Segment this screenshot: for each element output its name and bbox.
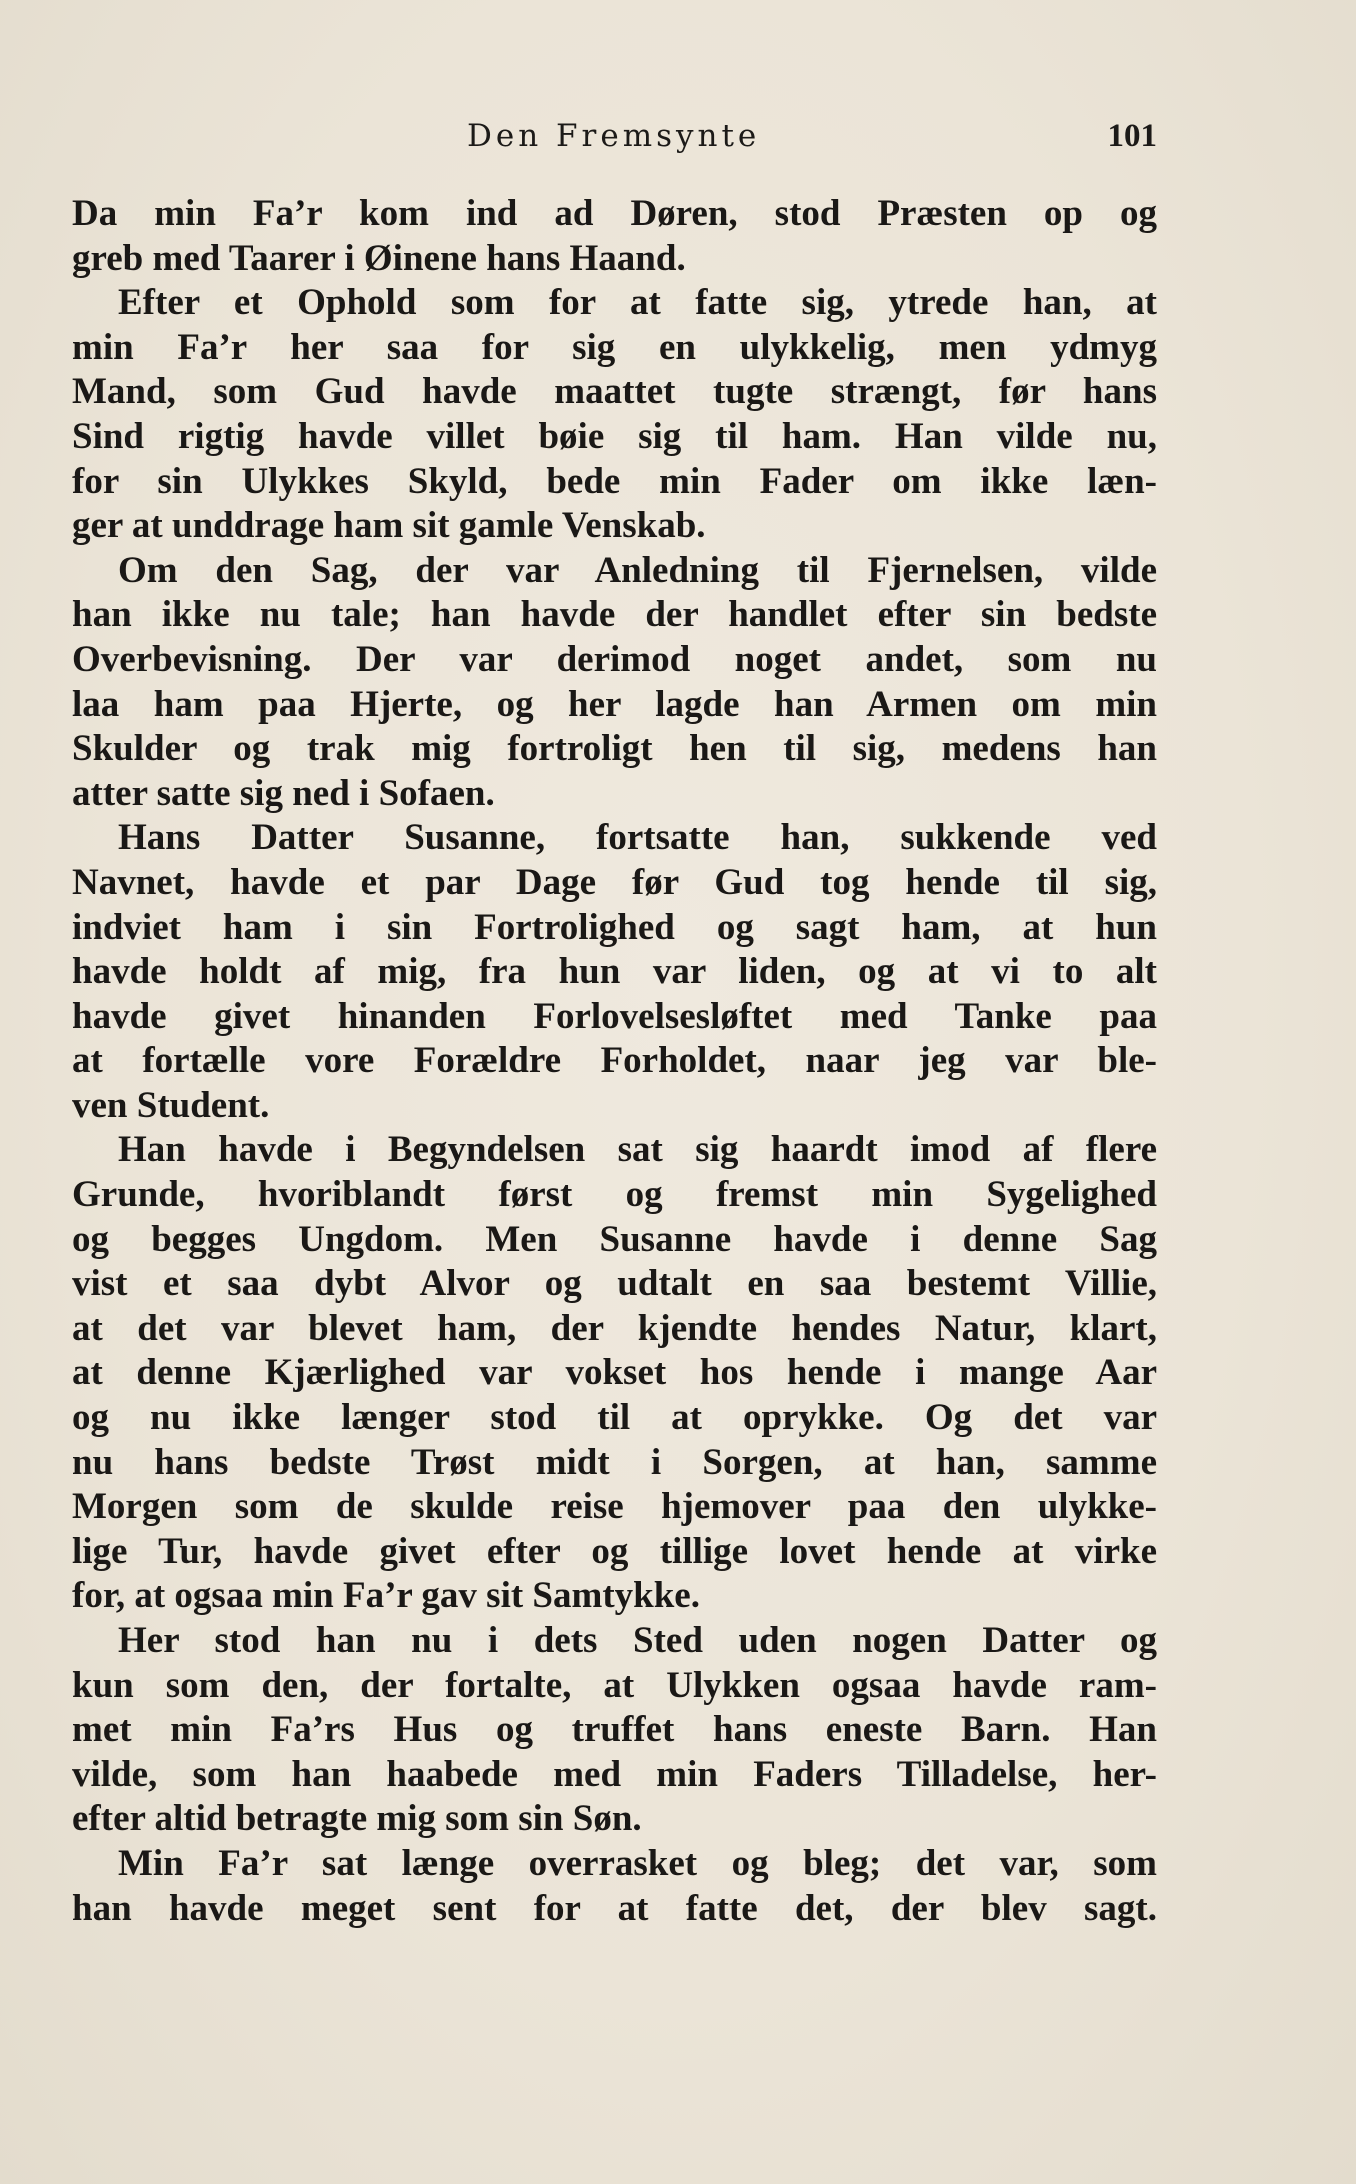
text-line: vilde, som han haabede med min Faders Tilladelse, her- [72,1753,1157,1795]
text-line: Hans Datter Susanne, fortsatte han, sukkende ved [118,817,1157,859]
text-line: Da min Fa’r kom ind ad Døren, stod Præsten op og [72,193,1157,234]
text-line: ven Student. [72,1084,270,1126]
text-line: indviet ham i sin Fortrolighed og sagt ham, at hun [72,906,1157,948]
text-line: kun som den, der fortalte, at Ulykken ogsaa havde ram- [72,1664,1157,1706]
text-line: ger at unddrage ham sit gamle Venskab. [72,505,706,547]
text-line: og nu ikke længer stod til at oprykke. Og det var [72,1397,1157,1439]
text-line: Skulder og trak mig fortroligt hen til sig, medens han [72,728,1157,770]
text-line: min Fa’r her saa for sig en ulykkelig, men ydmyg [72,326,1157,368]
text-line: atter satte sig ned i Sofaen. [72,772,495,814]
text-line: at denne Kjærlighed var vokset hos hende i mange Aar [72,1352,1157,1394]
text-line: lige Tur, havde givet efter og tillige lovet hende at virke [72,1530,1157,1572]
text-line: for sin Ulykkes Skyld, bede min Fader om ikke læn- [72,460,1157,502]
text-line: Min Fa’r sat længe overrasket og bleg; det var, som [118,1842,1157,1884]
text-line: havde holdt af mig, fra hun var liden, og at vi to alt [72,951,1157,993]
text-line: Om den Sag, der var Anledning til Fjernelsen, vilde [118,549,1157,591]
text-line: met min Fa’rs Hus og truffet hans eneste Barn. Han [72,1709,1157,1751]
text-line: han ikke nu tale; han havde der handlet efter sin bedste [72,594,1157,636]
text-line: og begges Ungdom. Men Susanne havde i denne Sag [72,1218,1157,1260]
text-line: Her stod han nu i dets Sted uden nogen Datter og [118,1620,1157,1661]
text-line: nu hans bedste Trøst midt i Sorgen, at han, samme [72,1441,1157,1483]
text-line: at det var blevet ham, der kjendte hendes Natur, klart, [72,1307,1157,1349]
text-line: laa ham paa Hjerte, og her lagde han Armen om min [72,683,1157,725]
text-line: Mand, som Gud havde maattet tugte strængt, før hans [72,371,1157,413]
text-line: Overbevisning. Der var derimod noget andet, som nu [72,638,1157,680]
text-line: havde givet hinanden Forlovelsesløftet med Tanke paa [72,995,1157,1037]
text-line: greb med Taarer i Øinene hans Haand. [72,237,686,279]
running-title: Den Fremsynte [467,118,761,154]
text-line: at fortælle vore Forældre Forholdet, naar jeg var ble- [72,1040,1157,1082]
text-line: Navnet, havde et par Dage før Gud tog hende til sig, [72,861,1157,903]
text-line: Sind rigtig havde villet bøie sig til ham. Han vilde nu, [72,415,1157,457]
text-line: for, at ogsaa min Fa’r gav sit Samtykke. [72,1575,700,1617]
text-line: vist et saa dybt Alvor og udtalt en saa bestemt Villie, [72,1263,1157,1305]
text-line: Efter et Ophold som for at fatte sig, ytrede han, at [118,282,1157,324]
page-header [72,118,1157,158]
page-number: 101 [1107,118,1157,154]
body-text [72,192,1157,1931]
text-line: efter altid betragte mig som sin Søn. [72,1798,642,1840]
text-line: Han havde i Begyndelsen sat sig haardt imod af flere [118,1129,1157,1171]
text-line: Morgen som de skulde reise hjemover paa den ulykke- [72,1486,1157,1528]
text-line: Grunde, hvoriblandt først og fremst min Sygelighed [72,1174,1157,1216]
text-line: han havde meget sent for at fatte det, der blev sagt. [72,1887,1157,1929]
